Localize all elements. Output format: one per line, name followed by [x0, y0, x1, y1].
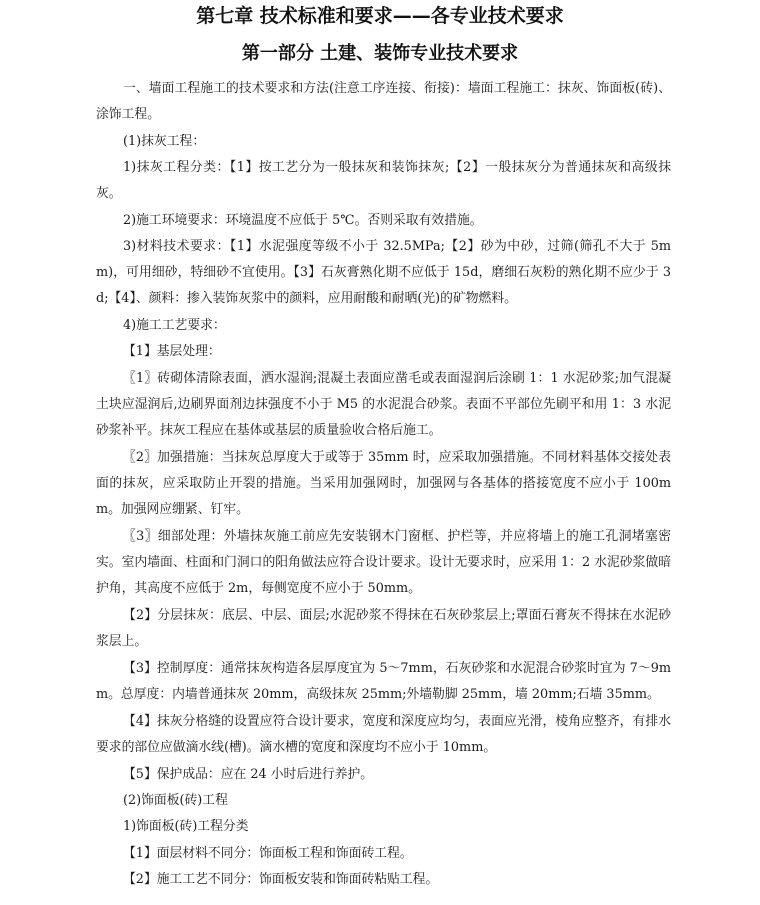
base-treatment-heading: 【1】基层处理： [123, 344, 221, 359]
thickness-control: 【3】控制厚度：通常抹灰构造各层厚度宜为 5～7mm，石灰砂浆和水泥混合砂浆时宜为 7～9mm。总厚度：内墙普通抹灰 20mm，高级抹灰 25mm;外墙勒脚 25mm，墙 20mm;石墙 35mm。 [96, 661, 671, 703]
product-protection: 【5】保护成品：应在 24 小时后进行养护。 [123, 767, 374, 782]
facing-panel-heading: (2)饰面板(砖)工程 [123, 793, 228, 808]
layered-plastering: 【2】分层抹灰：底层、中层、面层;水泥砂浆不得抹在石灰砂浆层上;罩面石膏灰不得抹在水泥砂浆层上。 [96, 608, 671, 650]
plastering-heading: (1)抹灰工程： [123, 134, 206, 149]
joint-requirements: 【4】抹灰分格缝的设置应符合设计要求，宽度和深度应均匀，表面应光滑，棱角应整齐，有排水要求的部位应做滴水线(槽)。滴水槽的宽度和深度均不应小于 10mm。 [96, 714, 671, 756]
chapter-title: 第七章 技术标准和要求——各专业技术要求 [196, 5, 564, 27]
facing-material-types: 【1】面层材料不同分：饰面板工程和饰面砖工程。 [123, 846, 413, 861]
part-title: 第一部分 土建、装饰专业技术要求 [241, 43, 519, 64]
base-treatment-item-2: 〖2〗加强措施：当抹灰总厚度大于或等于 35mm 时，应采取加强措施。不同材料基体交接处表面的抹灰，应采取防止开裂的措施。当采用加强网时，加强网与各基体的搭接宽度不应小于 100mm。加强网应绷紧、钉牢。 [96, 450, 671, 518]
intro-paragraph: 一、墙面工程施工的技术要求和方法(注意工序连接、衔接)：墙面工程施工：抹灰、饰面板(砖)、涂饰工程。 [96, 81, 671, 123]
facing-process-types: 【2】施工工艺不同分：饰面板安装和饰面砖粘贴工程。 [123, 872, 439, 887]
base-treatment-item-1: 〖1〗砖砌体清除表面，洒水湿润;混凝土表面应凿毛或表面湿润后涂刷 1：1 水泥砂浆;加气混凝土块应湿润后,边刷界面剂边抹强度不小于 M5 的水泥混合砂浆。表面不平部位先刷平和用 1：3 水泥砂浆补平。抹灰工程应在基体或基层的质量验收合格后施工。 [96, 371, 671, 439]
facing-panel-classification: 1)饰面板(砖)工程分类 [123, 819, 249, 834]
environment-requirements: 2)施工环境要求：环境温度不应低于 5℃。否则采取有效措施。 [123, 213, 483, 228]
material-requirements: 3)材料技术要求：【1】水泥强度等级不小于 32.5MPa;【2】砂为中砂，过筛(筛孔不大于 5mm)，可用细砂，特细砂不宜使用。【3】石灰膏熟化期不应低于 15d，磨细石灰粉的熟化期不应少于 3d;【4】、颜料：掺入装饰灰浆中的颜料，应用耐酸和耐晒(光)的矿物燃料。 [96, 239, 671, 307]
base-treatment-item-3: 〖3〗细部处理：外墙抹灰施工前应先安装钢木门窗框、护栏等，并应将墙上的施工孔洞堵塞密实。室内墙面、柱面和门洞口的阳角做法应符合设计要求。设计无要求时，应采用 1：2 水泥砂浆做暗护角，其高度不应低于 2m，每侧宽度不应小于 50mm。 [96, 529, 671, 597]
process-requirements-heading: 4)施工工艺要求： [123, 318, 226, 333]
plastering-classification: 1)抹灰工程分类：【1】按工艺分为一般抹灰和装饰抹灰;【2】一般抹灰分为普通抹灰和高级抹灰。 [96, 160, 671, 202]
